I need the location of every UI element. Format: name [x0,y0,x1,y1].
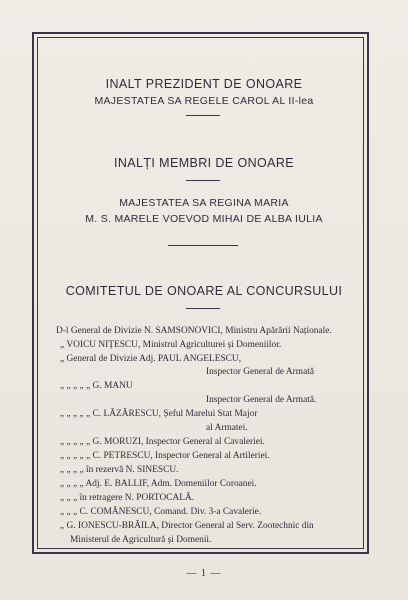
committee-line: „ G. IONESCU-BRĂILA, Director General al Serv. Zootechnic din [60,521,314,531]
committee-heading: COMITETUL DE ONOARE AL CONCURSULUI [65,284,343,298]
committee-line: Ministerul de Agricultură și Domenii. [70,535,212,545]
member-name-1: MAJESTATEA SA REGINA MARIA [119,197,289,209]
committee-line: „ „ „ C. COMĂNESCU, Comand. Div. 3-a Cavalerie. [60,507,262,517]
divider-3 [168,245,238,246]
committee-line: D-l General de Divizie N. SAMSONOVICI, Ministru Apărării Naționale. [56,326,332,336]
member-name-2: M. S. MARELE VOEVOD MIHAI DE ALBA IULIA [85,213,323,225]
divider-1 [186,115,220,116]
committee-line: Inspector General de Armată [206,367,315,377]
members-heading: INALȚI MEMBRI DE ONOARE [113,156,295,170]
divider-2 [186,180,220,181]
president-name: MAJESTATEA SA REGELE CAROL AL II-lea [94,95,314,107]
page-number: — 1 — [186,568,222,579]
divider-4 [186,308,220,309]
committee-line: „ General de Divizie Adj. PAUL ANGELESCU, [60,354,242,364]
president-heading: INALT PREZIDENT DE ONOARE [105,77,303,91]
committee-line: „ „ „ „ „ C. LĂZĂRESCU, Șeful Marelui Stat Major [60,409,258,419]
committee-line: „ VOICU NIȚESCU, Ministrul Agriculturei și Domeniilor. [60,340,282,350]
committee-line: „ „ „ „ „ G. MORUZI, Inspector General al Cavaleriei. [60,437,265,447]
committee-line: „ „ „ în retragere N. PORTOCALĂ. [60,493,195,503]
committee-line: al Armatei. [206,423,248,433]
committee-line: „ „ „ „ „ C. PETRESCU, Inspector General al Artileriei. [60,451,270,461]
committee-line: „ „ „ „ în rezervă N. SINESCU. [60,465,179,475]
committee-line: Inspector General de Armată. [206,395,317,405]
committee-line: „ „ „ „ Adj. E. BALLIF, Adm. Domeniilor Coroanei. [60,479,257,489]
committee-line: „ „ „ „ „ G. MANU [60,381,133,391]
